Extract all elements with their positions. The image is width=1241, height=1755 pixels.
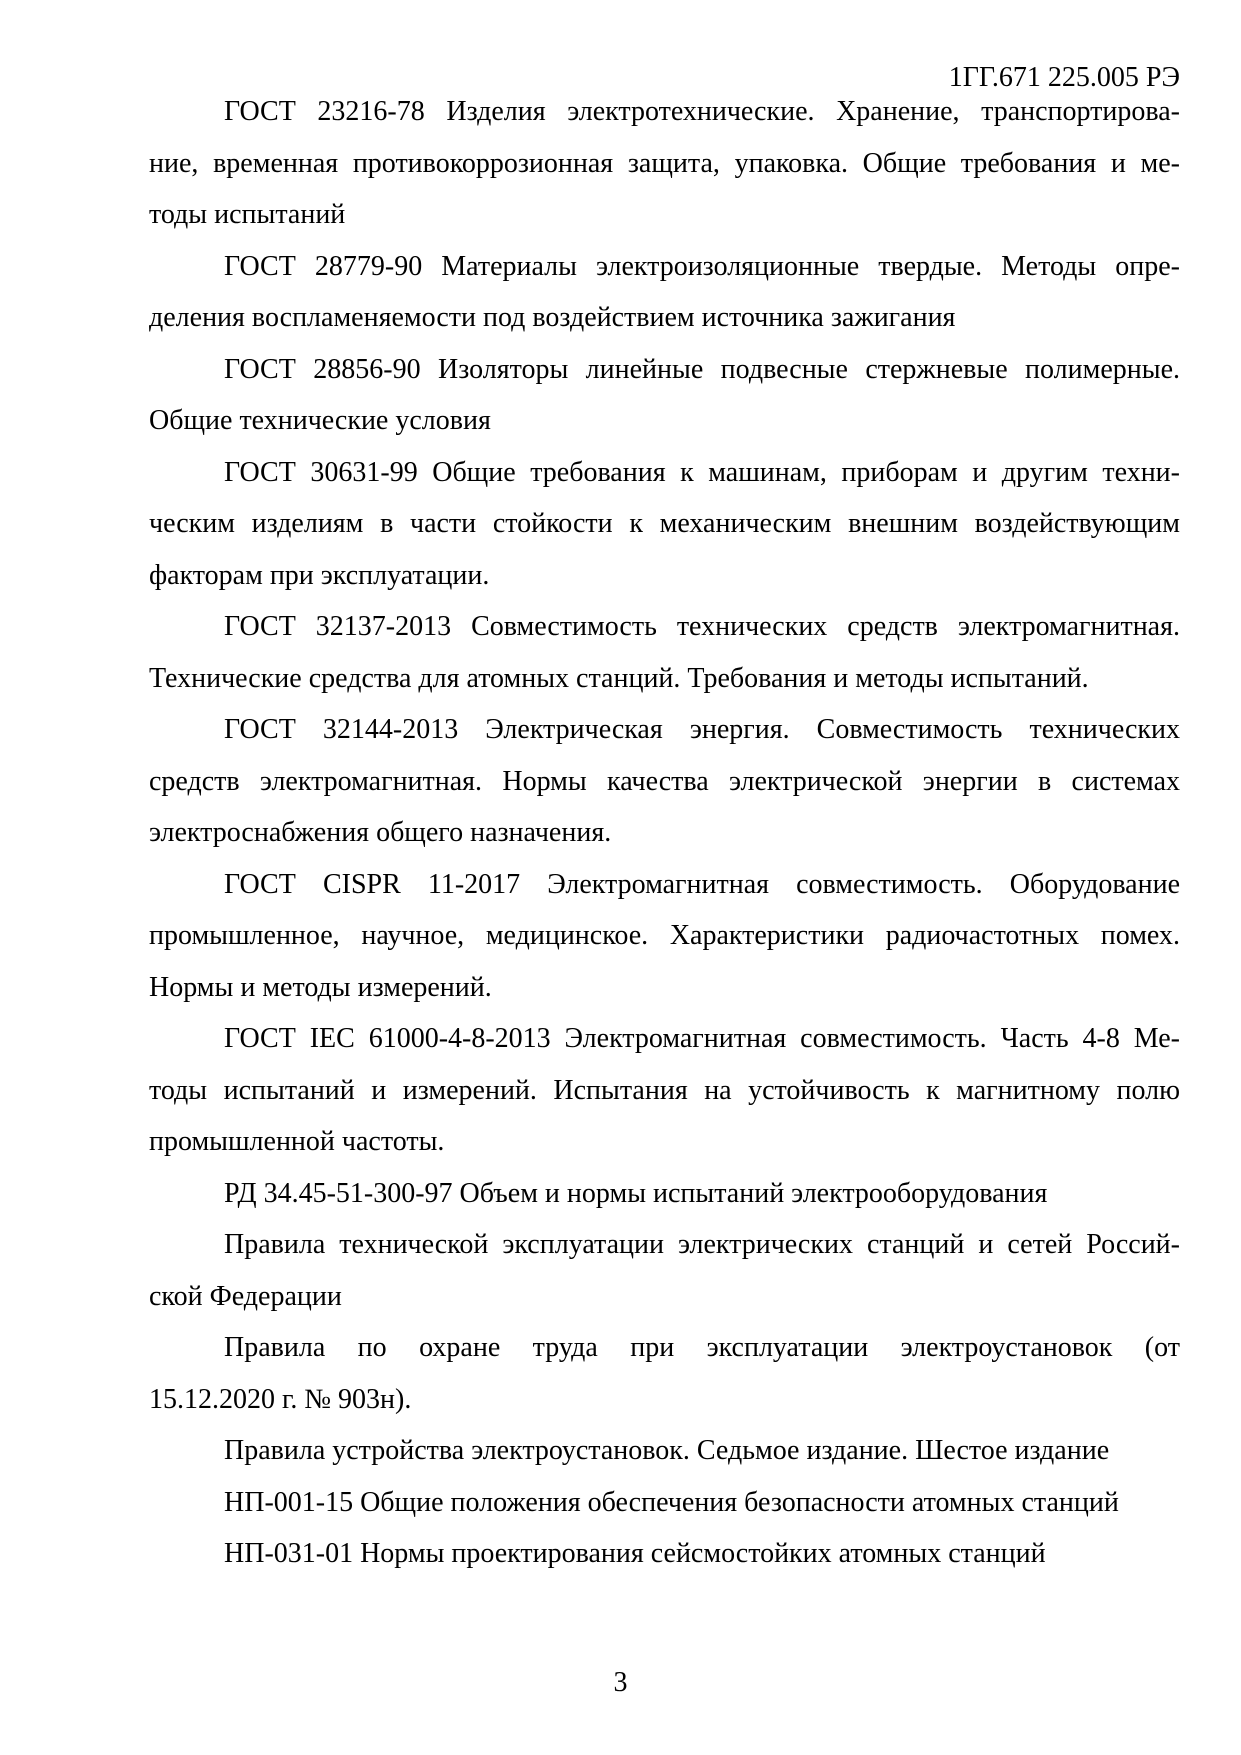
reference-list	[149, 86, 1180, 1580]
text-line: ние, временная противокоррозионная защита, упаковка. Общие требования и ме-	[149, 147, 1180, 179]
reference-entry	[149, 1168, 1180, 1220]
text-line: Правила технической эксплуатации электрических станций и сетей Россий-	[224, 1229, 1180, 1260]
text-line: НП-001-15 Общие положения обеспечения безопасности атомных станций	[224, 1486, 1119, 1518]
reference-entry	[149, 1528, 1180, 1580]
text-line: ской Федерации	[149, 1280, 342, 1312]
reference-entry	[149, 859, 1180, 1014]
reference-entry	[149, 1013, 1180, 1168]
text-line: промышленной частоты.	[149, 1126, 445, 1157]
reference-entry	[149, 447, 1180, 602]
text-line: ГОСТ CISPR 11-2017 Электромагнитная совместимость. Оборудование	[224, 868, 1180, 900]
page-number: 3	[613, 1667, 628, 1698]
reference-entry	[149, 1219, 1180, 1322]
text-line: ГОСТ IEC 61000-4-8-2013 Электромагнитная совместимость. Часть 4-8 Ме-	[224, 1023, 1180, 1054]
text-line: ГОСТ 30631-99 Общие требования к машинам, приборам и другим техни-	[224, 456, 1180, 488]
text-line: РД 34.45-51-300-97 Объем и нормы испытаний электрооборудования	[224, 1177, 1048, 1209]
reference-entry	[149, 704, 1180, 859]
reference-entry	[149, 344, 1180, 447]
text-line: ческим изделиям в части стойкости к механическим внешним воздействующим	[149, 508, 1180, 539]
text-line: ГОСТ 32137-2013 Совместимость технических средств электромагнитная.	[224, 611, 1180, 642]
text-line: тоды испытаний	[149, 199, 346, 230]
reference-entry	[149, 86, 1180, 241]
reference-entry	[149, 1425, 1180, 1477]
text-line: Технические средства для атомных станций. Требования и методы испытаний.	[149, 662, 1089, 694]
reference-entry	[149, 1477, 1180, 1529]
text-line: ГОСТ 28856-90 Изоляторы линейные подвесные стержневые полимерные.	[224, 353, 1180, 385]
text-line: НП-031-01 Нормы проектирования сейсмостойких атомных станций	[224, 1538, 1046, 1569]
text-line: ГОСТ 32144-2013 Электрическая энергия. Совместимость технических	[224, 714, 1180, 745]
text-line: тоды испытаний и измерений. Испытания на устойчивость к магнитному полю	[149, 1074, 1180, 1106]
text-line: Правила по охране труда при эксплуатации электроустановок (от	[224, 1332, 1180, 1363]
text-line: деления воспламеняемости под воздействием источника зажигания	[149, 302, 956, 333]
reference-entry	[149, 1322, 1180, 1425]
reference-entry	[149, 601, 1180, 704]
text-line: Общие технические условия	[149, 405, 491, 436]
document-code: 1ГГ.671 225.005 РЭ	[948, 62, 1180, 93]
text-line: ГОСТ 23216-78 Изделия электротехнические. Хранение, транспортирова-	[224, 96, 1180, 127]
text-line: промышленное, научное, медицинское. Характеристики радиочастотных помех.	[149, 920, 1180, 951]
text-line: средств электромагнитная. Нормы качества электрической энергии в системах	[149, 765, 1180, 797]
reference-entry	[149, 241, 1180, 344]
text-line: электроснабжения общего назначения.	[149, 817, 612, 848]
text-line: Правила устройства электроустановок. Седьмое издание. Шестое издание	[224, 1435, 1110, 1466]
text-line: факторам при эксплуатации.	[149, 559, 490, 591]
text-line: ГОСТ 28779-90 Материалы электроизоляционные твердые. Методы опре-	[224, 250, 1180, 282]
text-line: 15.12.2020 г. № 903н).	[149, 1383, 412, 1415]
text-line: Нормы и методы измерений.	[149, 971, 492, 1003]
